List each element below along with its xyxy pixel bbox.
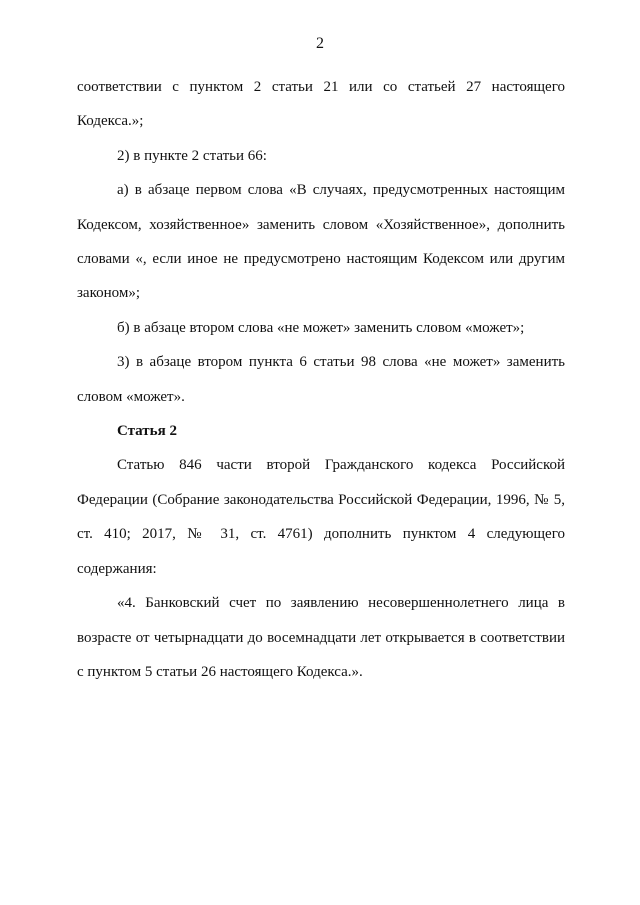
article-heading: Статья 2 bbox=[117, 423, 177, 440]
page-number: 2 bbox=[316, 35, 324, 52]
paragraph-item-2a: а) в абзаце первом слова «В случаях, предусмотренных настоящим Кодексом, хозяйственное» заменить словом «Хозяйственное», дополнить словами «, если иное не предусмотрено настоящим Кодексом или другим законом»; bbox=[77, 182, 565, 302]
paragraph-item-2b: б) в абзаце втором слова «не может» заменить словом «может»; bbox=[117, 319, 525, 336]
article-paragraph-1: Статью 846 части второй Гражданского кодекса Российской Федерации (Собрание законодательства Российской Федерации, 1996, № 5, ст. 410; 2017, № 31, ст. 4761) дополнить пунктом 4 следующего содержания: bbox=[77, 457, 565, 577]
article-paragraph-2: «4. Банковский счет по заявлению несовершеннолетнего лица в возрасте от четырнадцати до восемнадцати лет открывается в соответствии с пунктом 5 статьи 26 настоящего Кодекса.». bbox=[77, 595, 565, 680]
paragraph-continuation: соответствии с пунктом 2 статьи 21 или со статьей 27 настоящего Кодекса.»; bbox=[77, 79, 565, 130]
paragraph-item-3: 3) в абзаце втором пункта 6 статьи 98 слова «не может» заменить словом «может». bbox=[77, 354, 565, 405]
document-body bbox=[77, 70, 565, 689]
paragraph-item-2: 2) в пункте 2 статьи 66: bbox=[117, 147, 267, 164]
